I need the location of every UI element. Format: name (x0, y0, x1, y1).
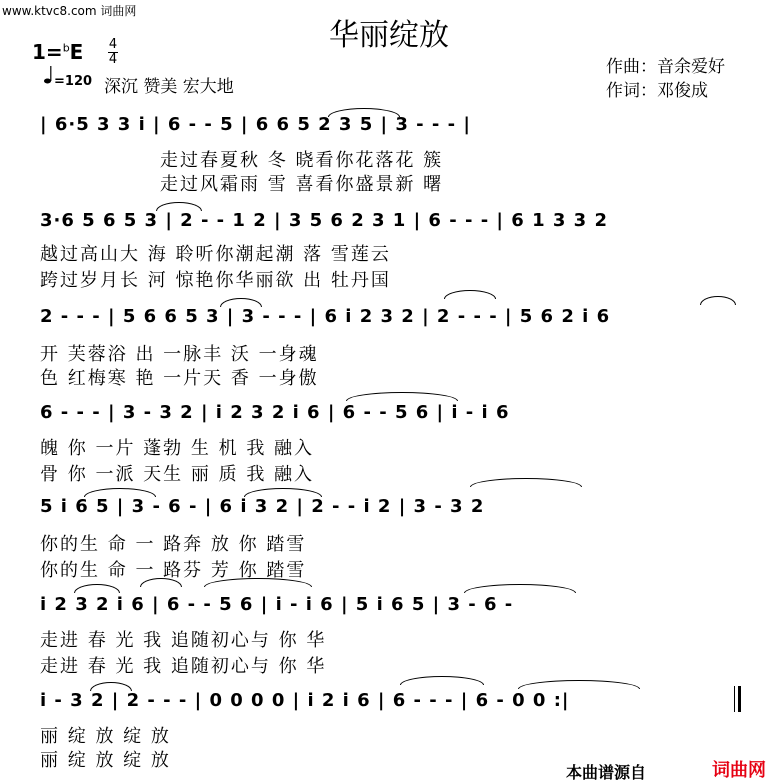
meter-top: 4 (108, 37, 118, 52)
key-note: E (69, 40, 84, 64)
lyrics-row-7-verse-2: 丽 绽 放 绽 放 (40, 750, 171, 771)
lyrics-row-2-verse-1: 越过高山大 海 聆听你潮起潮 落 雪莲云 (40, 244, 391, 265)
lyrics-row-1-verse-2: 走过风霜雨 雪 喜看你盛景新 曙 (160, 174, 444, 195)
lyrics-row-1-verse-1: 走过春夏秋 冬 晓看你花落花 簇 (160, 150, 444, 171)
slur (346, 392, 458, 401)
key-flat: b (62, 41, 70, 55)
final-barline-thick (738, 686, 741, 712)
quarter-note-icon (44, 66, 52, 84)
key-signature (32, 40, 83, 64)
song-title: 华丽绽放 (329, 18, 449, 53)
notation-row-5: 5 i 6 5 | 3 - 6 - | 6 i 3 2 | 2 - - i 2 | 3 - 3 2 (40, 496, 485, 517)
slur (328, 108, 400, 117)
lyrics-row-4-verse-2: 骨 你 一派 天生 丽 质 我 融入 (40, 464, 315, 485)
slur (244, 488, 322, 497)
lyrics-row-3-verse-1: 开 芙蓉浴 出 一脉丰 沃 一身魂 (40, 344, 319, 365)
slur (74, 584, 120, 593)
notation-row-4: 6 - - - | 3 - 3 2 | i 2 3 2 i 6 | 6 - - 5 6 | i - i 6 (40, 402, 510, 423)
lyrics-row-7-verse-1: 丽 绽 放 绽 放 (40, 726, 171, 747)
tempo-marking: =120 (54, 74, 93, 89)
source-note: 本曲谱源自 (566, 763, 647, 782)
lyrics-row-4-verse-1: 魄 你 一片 蓬勃 生 机 我 融入 (40, 438, 315, 459)
notation-row-3: 2 - - - | 5 6 6 5 3 | 3 - - - | 6 i 2 3 2 | 2 - - - | 5 6 2 i 6 (40, 306, 611, 327)
lyrics-row-5-verse-1: 你的生 命 一 路奔 放 你 踏雪 (40, 534, 307, 555)
notation-row-1: | 6·5 3 3 i | 6 - - 5 | 6 6 5 2 3 5 | 3 - - - | (40, 114, 471, 135)
notation-row-7: i - 3 2 | 2 - - - | 0 0 0 0 | i 2 i 6 | 6 - - - | 6 - 0 0 :| (40, 690, 570, 711)
composer-credit: 作曲：音余爱好 (606, 57, 725, 77)
lyrics-row-6-verse-1: 走进 春 光 我 追随初心与 你 华 (40, 630, 327, 651)
slur (84, 488, 156, 497)
time-signature (108, 38, 118, 67)
site-logo: 词曲网 (712, 760, 766, 781)
notation-row-2: 3·6 5 6 5 3 | 2 - - 1 2 | 3 5 6 2 3 1 | 6 - - - | 6 1 3 3 2 (40, 210, 608, 231)
expression-marking: 深沉 赞美 宏大地 (104, 77, 234, 97)
lyricist-credit: 作词：邓俊成 (606, 81, 708, 101)
slur (220, 298, 262, 307)
lyrics-row-3-verse-2: 色 红梅寒 艳 一片天 香 一身傲 (40, 368, 319, 389)
key-prefix: 1= (32, 40, 63, 64)
slur (700, 296, 736, 305)
lyrics-row-6-verse-2: 走进 春 光 我 追随初心与 你 华 (40, 656, 327, 677)
slur (518, 680, 640, 689)
slur (156, 202, 202, 211)
lyrics-row-5-verse-2: 你的生 命 一 路芬 芳 你 踏雪 (40, 560, 307, 581)
site-watermark: www.ktvc8.com 词曲网 (2, 4, 137, 18)
meter-bottom: 4 (108, 52, 118, 67)
slur (464, 584, 576, 593)
slur (90, 682, 132, 691)
final-barline (734, 686, 735, 712)
notation-row-6: i 2 3 2 i 6 | 6 - - 5 6 | i - i 6 | 5 i 6 5 | 3 - 6 - (40, 594, 514, 615)
lyrics-row-2-verse-2: 跨过岁月长 河 惊艳你华丽欲 出 牡丹国 (40, 270, 391, 291)
